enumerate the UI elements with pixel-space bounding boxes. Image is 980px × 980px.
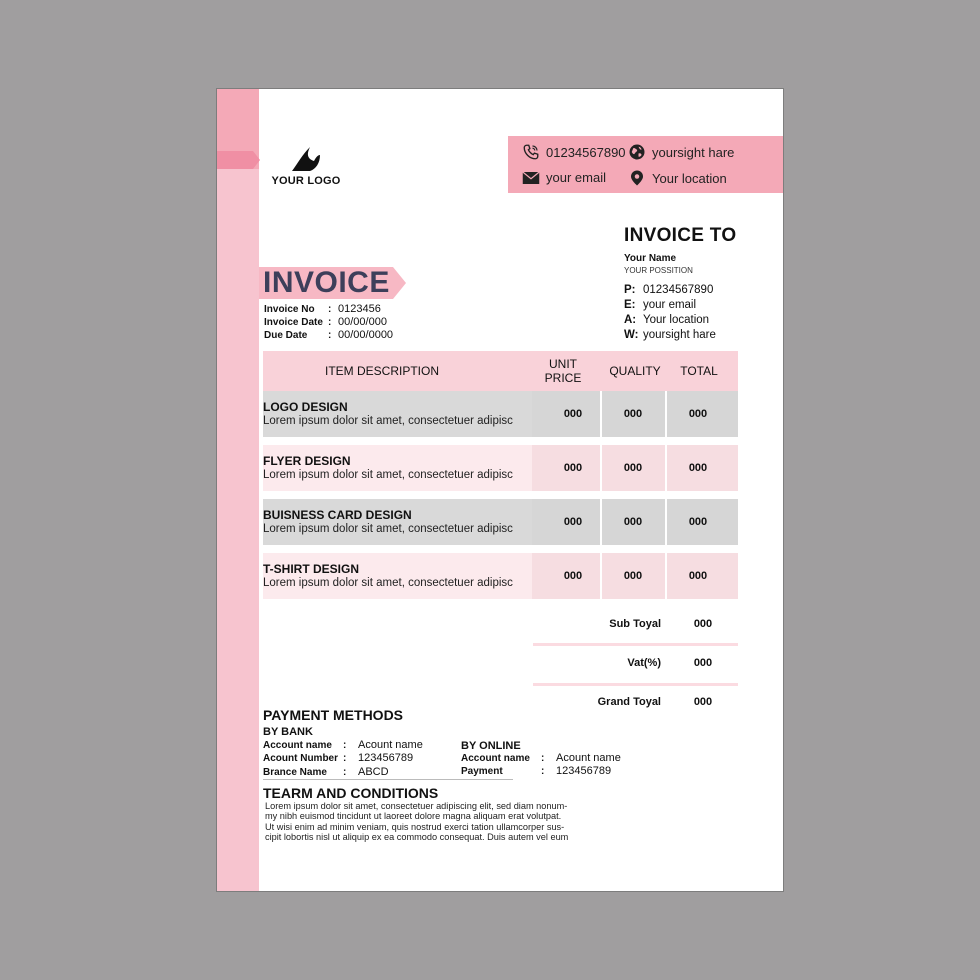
totals-divider [533,643,738,646]
online-value: Acount name [556,752,621,764]
invoice-to-value: yoursight hare [643,329,716,341]
invoice-to-row [624,329,716,341]
payment-divider [263,779,513,780]
invoice-to-key: P: [624,284,636,296]
header-unit-price-line2: PRICE [544,371,582,385]
quality-value: 000 [623,516,643,528]
item-description: Lorem ipsum dolor sit amet, consectetuer adipisc [263,469,513,481]
bank-key: Brance Name [263,767,327,778]
table-row [263,391,738,437]
mail-icon [522,171,540,185]
invoice-to-row [624,299,696,311]
invoice-to-heading: INVOICE TO [624,225,737,246]
meta-key: Invoice Date [264,317,323,328]
item-title: BUISNESS CARD DESIGN [263,508,412,522]
client-position: YOUR POSSITION [624,266,693,275]
item-title: T-SHIRT DESIGN [263,562,360,576]
total-value: 000 [688,516,708,528]
location-pin-icon [628,169,646,187]
terms-line: my nibh euismod tincidunt ut laoreet dolore magna aliquam erat volutpat. [265,811,562,822]
invoice-to-row [624,284,713,296]
item-description: Lorem ipsum dolor sit amet, consectetuer adipisc [263,415,513,427]
quality-value: 000 [623,408,643,420]
terms-text [265,801,600,842]
contact-location-text: Your location [652,170,727,186]
totals-divider [533,683,738,686]
header-quality: QUALITY [609,364,661,378]
invoice-title: INVOICE [263,266,390,299]
meta-value: 00/00/000 [338,316,387,328]
online-key: Account name [461,753,530,764]
header-unit-price [535,357,591,385]
client-name: Your Name [624,253,677,264]
contact-website [628,143,734,161]
subtotal-value: 000 [693,618,713,630]
payment-methods-title: PAYMENT METHODS [263,707,404,723]
meta-key: Invoice No [264,304,315,315]
logo-mark-icon [290,145,322,173]
invoice-to-row [624,314,709,326]
contact-website-text: yoursight hare [652,144,735,160]
total-value: 000 [688,570,708,582]
header-item-description: ITEM DESCRIPTION [324,364,439,378]
by-bank-label: BY BANK [263,726,313,738]
grand-total-label: Grand Toyal [597,696,661,708]
bank-value: Acount name [358,739,423,751]
item-title: FLYER DESIGN [263,454,351,468]
bank-row: Brance Name : ABCD [263,766,389,778]
by-online-label: BY ONLINE [461,740,521,752]
globe-icon [628,143,646,161]
invoice-to-value: 01234567890 [643,284,714,296]
invoice-meta-row: Invoice No : 0123456 [264,303,381,315]
contact-bar [508,136,784,193]
item-description: Lorem ipsum dolor sit amet, consectetuer adipisc [263,523,513,535]
items-table-header [263,351,738,391]
logo [271,145,341,187]
contact-email [522,170,606,185]
table-row [263,499,738,545]
invoice-to-value: Your location [643,314,710,326]
logo-text: YOUR LOGO [271,175,341,187]
bank-key: Acount Number [263,753,338,764]
bank-key: Account name [263,740,332,751]
terms-line: Lorem ipsum dolor sit amet, consectetuer adipiscing elit, sed diam nonum- [265,801,568,811]
meta-value: 00/00/0000 [338,329,394,341]
quality-value: 000 [623,462,643,474]
bank-row: Acount Number : 123456789 [263,752,414,764]
meta-value: 0123456 [338,303,381,315]
subtotal-label: Sub Toyal [609,618,661,630]
bank-row: Account name : Acount name [263,739,423,751]
invoice-page [216,88,784,892]
vat-value: 000 [693,657,713,669]
meta-key: Due Date [264,330,308,341]
item-title: LOGO DESIGN [263,400,348,414]
online-value: 123456789 [556,765,612,777]
invoice-to-key: A: [624,314,637,326]
online-key: Payment [461,766,503,777]
contact-email-text: your email [546,170,606,185]
header-total: TOTAL [680,364,718,378]
unit-price-value: 000 [563,516,583,528]
header-unit-price-line1: UNIT [549,357,577,371]
grand-total-value: 000 [693,696,713,708]
unit-price-value: 000 [563,570,583,582]
unit-price-value: 000 [563,462,583,474]
contact-location [628,169,727,187]
invoice-to-key: E: [624,299,636,311]
invoice-meta-row: Invoice Date : 00/00/000 [264,316,387,328]
online-row: Payment : 123456789 [461,765,612,777]
vat-label: Vat(%) [627,657,661,669]
quality-value: 000 [623,570,643,582]
online-row: Account name : Acount name [461,752,621,764]
phone-icon [522,143,540,161]
total-value: 000 [688,462,708,474]
terms-line: cipit lobortis nisl ut aliquip ex ea commodo consequat. Duis autem vel eum [265,831,569,842]
side-stripe [217,89,259,891]
invoice-to-key: W: [624,329,639,341]
bank-value: ABCD [358,766,389,778]
terms-line: Ut wisi enim ad minim veniam, quis nostrud exerci tation ullamcorper sus- [265,821,565,832]
invoice-meta-row: Due Date : 00/00/0000 [264,329,394,341]
bank-value: 123456789 [358,752,414,764]
unit-price-value: 000 [563,408,583,420]
contact-phone-text: 01234567890 [546,144,626,160]
table-row [263,553,738,599]
item-description: Lorem ipsum dolor sit amet, consectetuer adipisc [263,577,513,589]
contact-phone [522,143,626,161]
total-value: 000 [688,408,708,420]
terms-title: TEARM AND CONDITIONS [263,785,439,801]
table-row [263,445,738,491]
side-tab-marker [217,151,253,169]
invoice-to-value: your email [643,299,697,311]
